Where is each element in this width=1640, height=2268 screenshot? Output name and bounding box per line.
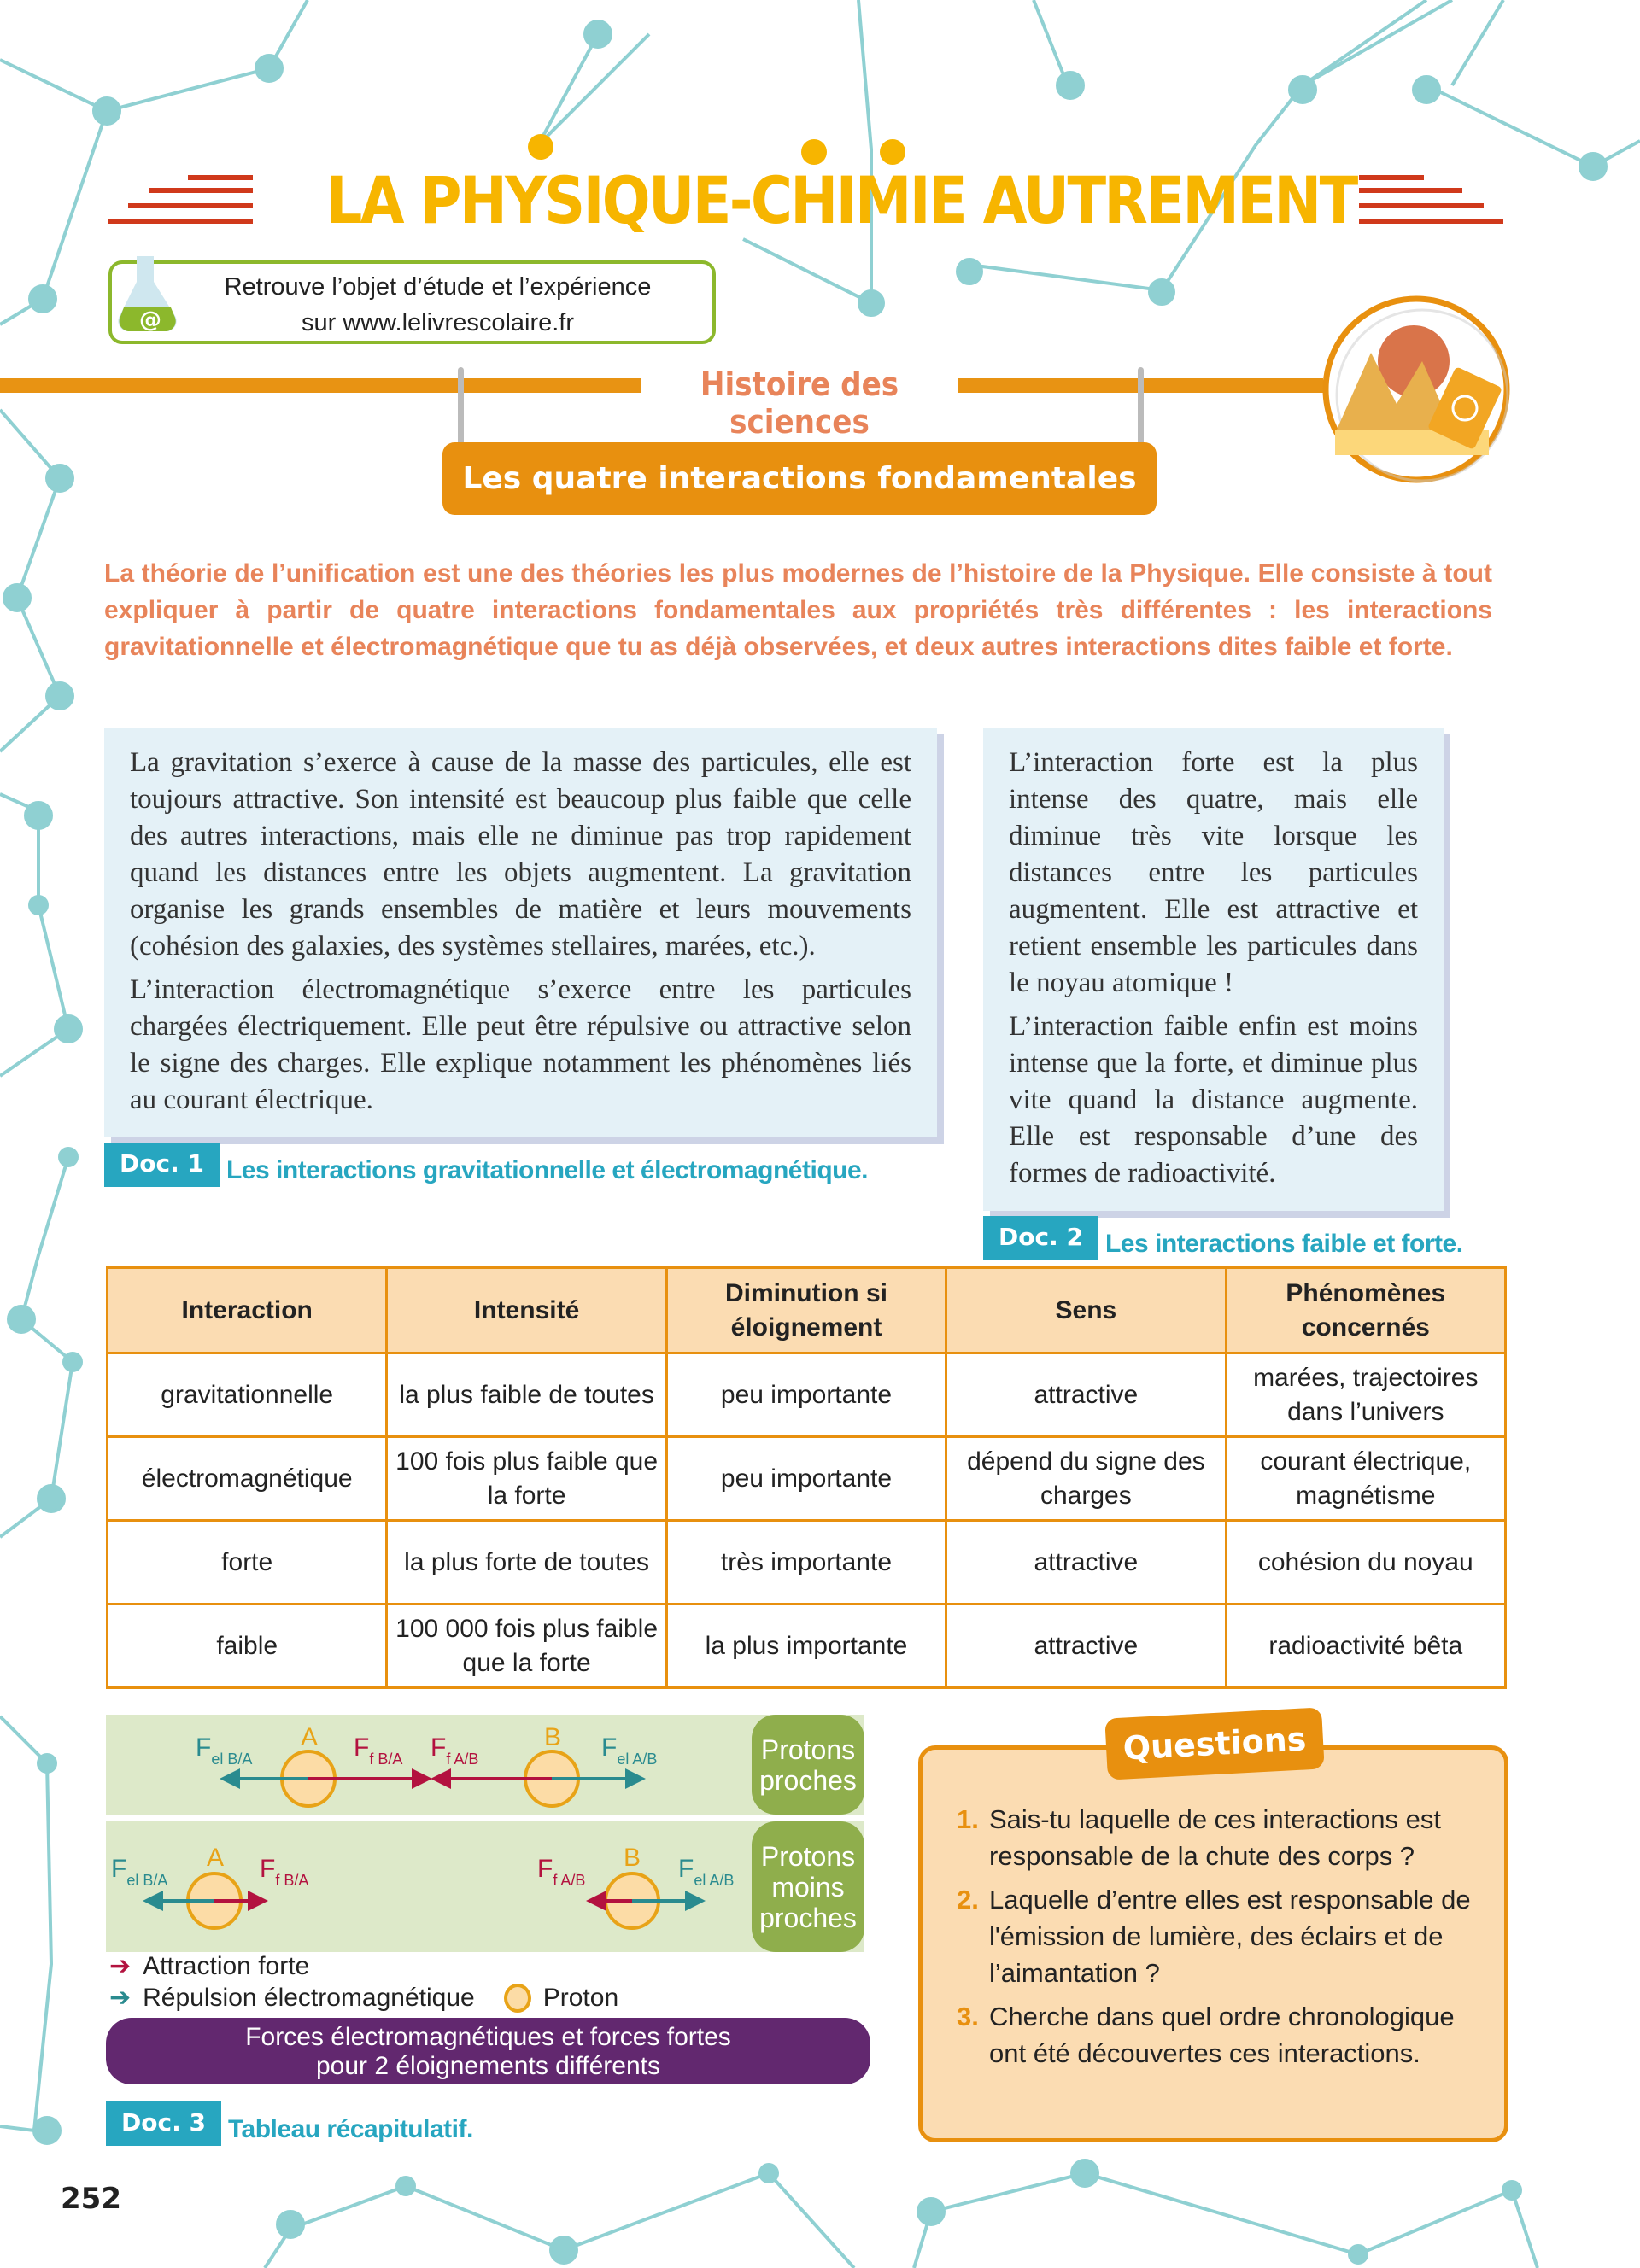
table-cell: attractive (946, 1353, 1226, 1437)
proton-icon (504, 1984, 531, 2013)
question-number: 1. (957, 1804, 979, 1834)
legend-text: Attraction forte (143, 1951, 310, 1980)
title-decoration-line (1359, 203, 1484, 208)
question-text: Laquelle d’entre elles est responsable de l'émission de lumière, des éclairs et de l’aimantation ? (989, 1885, 1471, 1988)
table-cell: forte (108, 1521, 387, 1605)
table-cell: dépend du signe des charges (946, 1437, 1226, 1521)
doc1 (104, 728, 937, 1187)
table-cell: peu importante (666, 1437, 946, 1521)
question-item (957, 1801, 1479, 1874)
red-arrow-icon: ➔ (109, 1952, 132, 1980)
section-label: Histoire des sciences (641, 365, 958, 441)
title-decoration-line (1359, 188, 1462, 193)
legend-attraction (109, 1951, 309, 1981)
panel-label: Protons proches (752, 1715, 864, 1815)
legend-text: Répulsion électromagnétique (143, 1983, 475, 2012)
table-row (108, 1437, 1506, 1521)
label-b: B (624, 1844, 641, 1872)
history-illustration-icon (1320, 293, 1516, 489)
label-b: B (544, 1723, 562, 1751)
table-cell: marées, trajectoires dans l’univers (1226, 1353, 1505, 1437)
doc1-label (104, 1143, 937, 1187)
title-decoration-line (128, 203, 253, 208)
table-row (108, 1605, 1506, 1688)
questions-box (918, 1745, 1508, 2142)
doc3-label (106, 2101, 704, 2146)
forces-diagram (106, 1715, 752, 1954)
table-row (108, 1521, 1506, 1605)
svg-text:@: @ (139, 307, 161, 333)
column-header: Interaction (108, 1268, 387, 1353)
force-label: $F_{el A/B}$ (601, 1733, 658, 1768)
intro-paragraph: La théorie de l’unification est une des théories les plus modernes de l’histoire de la Physique. Elle consiste à tout expliquer à partir de quatre interactions fondamentales aux propriétés très différentes : les interactions gravitationnelle et électromagnétique que tu as déjà observées, et deux autres interactions dites faible et forte. (104, 559, 1492, 661)
doc-tag: Doc. 1 (104, 1143, 220, 1187)
lesson-title: Les quatre interactions fondamentales (442, 442, 1157, 515)
doc-caption: Tableau récapitulatif. (227, 2115, 473, 2143)
table-header-row (108, 1268, 1506, 1353)
table-cell: gravitationnelle (108, 1353, 387, 1437)
table-cell: attractive (946, 1521, 1226, 1605)
table-cell: courant électrique, magnétisme (1226, 1437, 1505, 1521)
title-decoration-line (149, 188, 253, 193)
doc2-box (983, 728, 1444, 1211)
web-flask-icon (115, 252, 184, 337)
question-text: Cherche dans quel ordre chronologique ont été découvertes ces interactions. (989, 2002, 1455, 2068)
web-line-2: sur www.lelivrescolaire.fr (301, 309, 575, 336)
banner-line: Forces électromagnétiques et forces fortes (245, 2023, 731, 2051)
label-a: A (207, 1844, 225, 1872)
force-label: $F_{f B/A}$ (354, 1733, 403, 1768)
diagram-banner (106, 2018, 870, 2084)
column-header: Intensité (387, 1268, 666, 1353)
doc1-box (104, 728, 937, 1137)
table-cell: peu importante (666, 1353, 946, 1437)
title-decoration-line (108, 219, 253, 224)
web-line-1: Retrouve l’objet d’étude et l’expérience (224, 273, 652, 301)
column-header: Diminution si éloignement (666, 1268, 946, 1353)
table-cell: la plus faible de toutes (387, 1353, 666, 1437)
force-label: $F_{el B/A}$ (111, 1855, 168, 1889)
doc-tag: Doc. 2 (983, 1216, 1098, 1260)
questions-title: Questions (1104, 1707, 1324, 1780)
table-cell: électromagnétique (108, 1437, 387, 1521)
table-cell: très importante (666, 1521, 946, 1605)
doc-tag: Doc. 3 (106, 2101, 221, 2146)
panel-label: Protons moins proches (752, 1821, 864, 1952)
column-header: Phénomènes concernés (1226, 1268, 1505, 1353)
doc2-paragraph: L’interaction forte est la plus intense des quatre, mais elle diminue très vite lorsque les distances entre les particules augmentent. Elle est attractive et retient ensemble les particules dans le noyau atomique ! (1009, 747, 1418, 998)
table-cell: 100 fois plus faible que la forte (387, 1437, 666, 1521)
doc-caption: Les interactions faible et forte. (1104, 1230, 1463, 1258)
force-label: $F_{f A/B}$ (430, 1733, 479, 1768)
question-text: Sais-tu laquelle de ces interactions est responsable de la chute des corps ? (989, 1804, 1442, 1871)
legend-repulsion (109, 1983, 618, 2013)
table-cell: la plus forte de toutes (387, 1521, 666, 1605)
table-cell: faible (108, 1605, 387, 1688)
table-cell: cohésion du noyau (1226, 1521, 1505, 1605)
column-header: Sens (946, 1268, 1226, 1353)
title-decoration-line (1359, 219, 1503, 224)
doc1-paragraph: La gravitation s’exerce à cause de la masse des particules, elle est toujours attractive. Son intensité est beaucoup plus faible que celle des autres interactions, mais elle ne diminue pas trop rapidement quand les distances entre les objets augmentent. La gravitation organise les grands ensembles de matière et leurs mouvements (cohésion des galaxies, des systèmes stellaires, marées, etc.). (130, 747, 911, 962)
table-cell: la plus importante (666, 1605, 946, 1688)
question-number: 3. (957, 2002, 979, 2031)
table-cell: radioactivité bêta (1226, 1605, 1505, 1688)
question-item (957, 1881, 1479, 1991)
table-cell: 100 000 fois plus faible que la forte (387, 1605, 666, 1688)
question-number: 2. (957, 1885, 979, 1914)
page-title: LA PHYSIQUE-CHIMIE AUTREMENT (325, 162, 1356, 238)
banner-line: pour 2 éloignements différents (315, 2052, 661, 2080)
force-label: $F_{el B/A}$ (196, 1733, 253, 1768)
page-number: 252 (61, 2182, 121, 2216)
doc2-paragraph: L’interaction faible enfin est moins intense que la forte, et diminue plus vite quand la distance augmente. Elle est responsable d’une des formes de radioactivité. (1009, 1011, 1418, 1189)
table-row (108, 1353, 1506, 1437)
teal-arrow-icon: ➔ (109, 1984, 132, 2012)
table-cell: attractive (946, 1605, 1226, 1688)
doc-caption: Les interactions gravitationnelle et électromagnétique. (226, 1156, 868, 1184)
doc2 (983, 728, 1463, 1260)
title-decoration-line (1359, 175, 1424, 180)
force-label: $F_{f B/A}$ (260, 1855, 309, 1889)
force-label: $F_{f A/B}$ (537, 1855, 586, 1889)
doc2-label (983, 1216, 1513, 1260)
website-callout[interactable] (108, 260, 716, 344)
doc1-paragraph: L’interaction électromagnétique s’exerce entre les particules chargées électriquement. Elle peut être répulsive ou attractive selon le signe des charges. Elle explique notamment les phénomènes liés au courant électrique. (130, 974, 911, 1115)
question-item (957, 1998, 1479, 2072)
legend-text: Proton (542, 1983, 619, 2012)
force-label: $F_{el A/B}$ (678, 1855, 735, 1889)
title-decoration-line (188, 175, 253, 180)
interactions-table (106, 1266, 1507, 1689)
label-a: A (301, 1723, 319, 1751)
